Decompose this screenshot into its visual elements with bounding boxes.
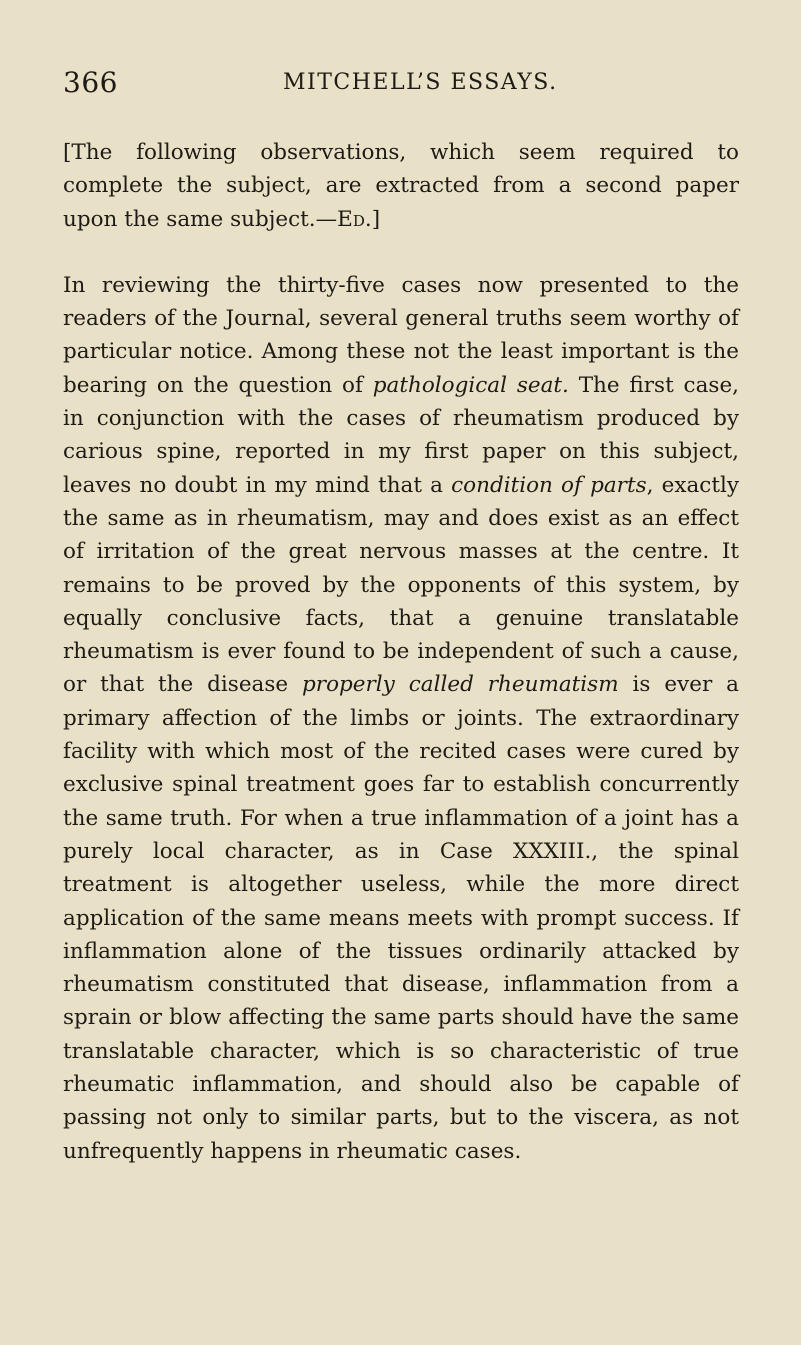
page-number: 366 <box>63 66 118 99</box>
editor-abbreviation: Ed. <box>337 206 372 232</box>
italic-properly-called-rheumatism: properly called rheumatism <box>302 672 619 698</box>
paragraph-text-4: is ever a primary affection of the limbs or joints. The extraordinary facility with which most of the recited cases were cured by exclusive spinal treatment goes far to establish concurrently the same truth. For when a true inflammation of a joint has a purely local character, as in Case XXXIII., the spinal treatment is altogether useless, while the more direct application of the same means meets with prompt success. If inflammation alone of the tissues ordinarily attacked by rheumatism constituted that disease, inflammation from a sprain or blow affecting the same parts should have the same translatable character, which is so characteristic of true rheumatic inflammation, and should also be capable of passing not only to similar parts, but to the viscera, as not unfrequently happens in rheumatic cases. <box>63 672 739 1164</box>
italic-condition-of-parts: condition of parts <box>451 472 647 498</box>
italic-pathological-seat: pathological seat. <box>372 372 569 398</box>
paragraph-text-1: In reviewing the thirty-five cases now presented to the readers of the Journal, several general truths seem worthy of particular notice. Among these not the least important is the bearing on the question of <box>63 272 739 398</box>
editorial-note-close: ] <box>371 206 381 232</box>
page-body <box>63 136 739 1168</box>
paragraph-text-2: The first case, in conjunction with the cases of rheumatism produced by carious spine, reported in my first paper on this subject, leaves no doubt in my mind that a <box>63 372 740 498</box>
main-paragraph <box>63 269 739 1168</box>
paragraph-text-3: , exactly the same as in rheumatism, may and does exist as an effect of irritation of the great nervous masses at the centre. It remains to be proved by the opponents of this system, by equally conclusive facts, that a genuine translatable rheumatism is ever found to be independent of such a cause, or that the disease <box>63 472 739 698</box>
running-head: MITCHELL’S ESSAYS. <box>283 70 558 95</box>
page-header <box>63 66 731 106</box>
editorial-note-text: [The following observations, which seem required to complete the subject, are extracted from a second paper upon the same subject.— <box>63 140 739 232</box>
editorial-note <box>63 136 739 236</box>
